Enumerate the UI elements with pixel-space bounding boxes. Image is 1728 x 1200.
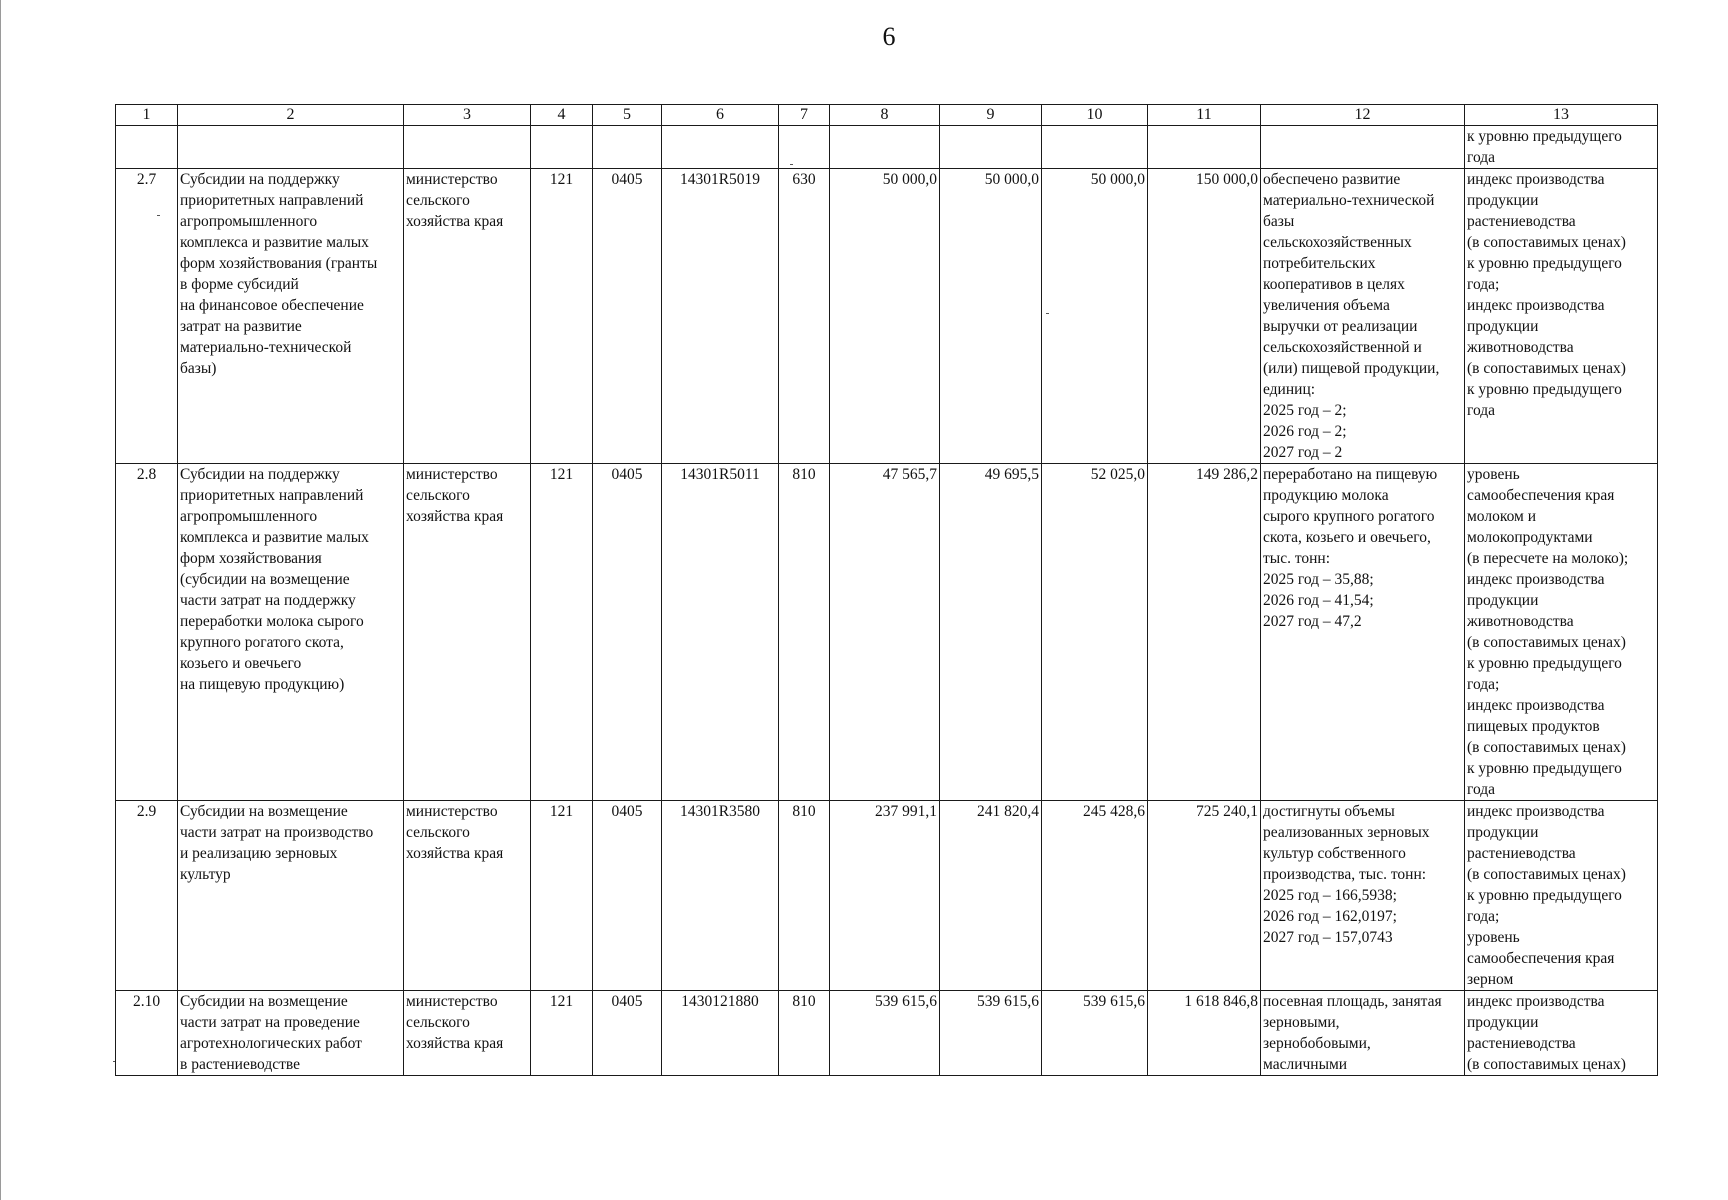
section-code-cell: 0405 xyxy=(593,991,662,1076)
amount-2025-cell: 47 565,7 xyxy=(830,464,940,801)
column-header: 7 xyxy=(779,105,830,126)
column-header: 5 xyxy=(593,105,662,126)
expected-result-cell: достигнуты объемы реализованных зерновых культур собственного производства, тыс. тонн: 2025 год – 166,5938; 2026 год – 162,0197; 2027 год – 157,0743 xyxy=(1261,801,1465,991)
amount-total-cell: 149 286,2 xyxy=(1148,464,1261,801)
amount-2026-cell: 539 615,6 xyxy=(940,991,1042,1076)
section-code-cell: 0405 xyxy=(593,169,662,464)
table-row xyxy=(116,169,1658,464)
activity-name-cell: Субсидии на поддержку приоритетных направлений агропромышленного комплекса и развитие малых форм хозяйствования (гранты в форме субсидий на финансовое обеспечение затрат на развитие материально-технической базы) xyxy=(178,169,404,464)
column-header: 11 xyxy=(1148,105,1261,126)
target-article-cell: 14301R5019 xyxy=(662,169,779,464)
executor-cell: министерство сельского хозяйства края xyxy=(404,801,531,991)
indicator-cell: индекс производства продукции растениеводства (в сопоставимых ценах) к уровню предыдущего года; уровень самообеспечения края зерном xyxy=(1465,801,1658,991)
executor-cell: министерство сельского хозяйства края xyxy=(404,169,531,464)
expense-type-cell: 630 xyxy=(779,169,830,464)
empty-cell xyxy=(830,126,940,169)
empty-cell xyxy=(178,126,404,169)
row-number-cell: 2.7 xyxy=(116,169,178,464)
column-header: 10 xyxy=(1042,105,1148,126)
amount-2025-cell: 539 615,6 xyxy=(830,991,940,1076)
grbs-code-cell: 121 xyxy=(531,991,593,1076)
amount-2027-cell: 245 428,6 xyxy=(1042,801,1148,991)
empty-cell xyxy=(779,126,830,169)
target-article-cell: 1430121880 xyxy=(662,991,779,1076)
table-row xyxy=(116,991,1658,1076)
column-header: 9 xyxy=(940,105,1042,126)
indicator-cell: индекс производства продукции растениеводства (в сопоставимых ценах) xyxy=(1465,991,1658,1076)
column-header: 3 xyxy=(404,105,531,126)
column-header: 8 xyxy=(830,105,940,126)
amount-2025-cell: 50 000,0 xyxy=(830,169,940,464)
indicator-cell: уровень самообеспечения края молоком и молокопродуктами (в пересчете на молоко); индекс производства продукции животноводства (в сопоставимых ценах) к уровню предыдущего года; индекс производства пищевых продуктов (в сопоставимых ценах) к уровню предыдущего года xyxy=(1465,464,1658,801)
amount-2025-cell: 237 991,1 xyxy=(830,801,940,991)
empty-cell xyxy=(404,126,531,169)
grbs-code-cell: 121 xyxy=(531,169,593,464)
amount-2027-cell: 52 025,0 xyxy=(1042,464,1148,801)
empty-cell xyxy=(116,126,178,169)
empty-cell xyxy=(1042,126,1148,169)
expected-result-cell: обеспечено развитие материально-технической базы сельскохозяйственных потребительских кооперативов в целях увеличения объема выручки от реализации сельскохозяйственной и (или) пищевой продукции, единиц: 2025 год – 2; 2026 год – 2; 2027 год – 2 xyxy=(1261,169,1465,464)
executor-cell: министерство сельского хозяйства края xyxy=(404,464,531,801)
amount-2026-cell: 49 695,5 xyxy=(940,464,1042,801)
grbs-code-cell: 121 xyxy=(531,464,593,801)
empty-cell xyxy=(1148,126,1261,169)
empty-cell xyxy=(940,126,1042,169)
amount-total-cell: 725 240,1 xyxy=(1148,801,1261,991)
expected-result-cell: посевная площадь, занятая зерновыми, зернобобовыми, масличными xyxy=(1261,991,1465,1076)
indicator-cell: к уровню предыдущего года xyxy=(1465,126,1658,169)
expense-type-cell: 810 xyxy=(779,464,830,801)
amount-total-cell: 1 618 846,8 xyxy=(1148,991,1261,1076)
column-header: 12 xyxy=(1261,105,1465,126)
amount-2026-cell: 50 000,0 xyxy=(940,169,1042,464)
empty-cell xyxy=(1261,126,1465,169)
row-number-cell: 2.10 xyxy=(116,991,178,1076)
page-left-edge xyxy=(0,0,1,1200)
amount-2027-cell: 50 000,0 xyxy=(1042,169,1148,464)
page-number: 6 xyxy=(882,22,896,51)
column-header: 13 xyxy=(1465,105,1658,126)
expected-result-cell: переработано на пищевую продукцию молока сырого крупного рогатого скота, козьего и овечьего, тыс. тонн: 2025 год – 35,88; 2026 год – 41,54; 2027 год – 47,2 xyxy=(1261,464,1465,801)
expense-type-cell: 810 xyxy=(779,801,830,991)
program-activities-table xyxy=(115,104,1658,1076)
target-article-cell: 14301R5011 xyxy=(662,464,779,801)
column-number-header-row xyxy=(116,105,1658,126)
amount-2027-cell: 539 615,6 xyxy=(1042,991,1148,1076)
empty-cell xyxy=(531,126,593,169)
activity-name-cell: Субсидии на возмещение части затрат на проведение агротехнологических работ в растениеводстве xyxy=(178,991,404,1076)
continuation-row xyxy=(116,126,1658,169)
table-row xyxy=(116,464,1658,801)
target-article-cell: 14301R3580 xyxy=(662,801,779,991)
row-number-cell: 2.8 xyxy=(116,464,178,801)
empty-cell xyxy=(593,126,662,169)
column-header: 6 xyxy=(662,105,779,126)
section-code-cell: 0405 xyxy=(593,801,662,991)
column-header: 1 xyxy=(116,105,178,126)
indicator-cell: индекс производства продукции растениеводства (в сопоставимых ценах) к уровню предыдущего года; индекс производства продукции животноводства (в сопоставимых ценах) к уровню предыдущего года xyxy=(1465,169,1658,464)
section-code-cell: 0405 xyxy=(593,464,662,801)
activity-name-cell: Субсидии на возмещение части затрат на производство и реализацию зерновых культур xyxy=(178,801,404,991)
executor-cell: министерство сельского хозяйства края xyxy=(404,991,531,1076)
table-row xyxy=(116,801,1658,991)
amount-2026-cell: 241 820,4 xyxy=(940,801,1042,991)
amount-total-cell: 150 000,0 xyxy=(1148,169,1261,464)
column-header: 2 xyxy=(178,105,404,126)
expense-type-cell: 810 xyxy=(779,991,830,1076)
activity-name-cell: Субсидии на поддержку приоритетных направлений агропромышленного комплекса и развитие малых форм хозяйствования (субсидии на возмещение части затрат на поддержку переработки молока сырого крупного рогатого скота, козьего и овечьего на пищевую продукцию) xyxy=(178,464,404,801)
grbs-code-cell: 121 xyxy=(531,801,593,991)
empty-cell xyxy=(662,126,779,169)
column-header: 4 xyxy=(531,105,593,126)
row-number-cell: 2.9 xyxy=(116,801,178,991)
